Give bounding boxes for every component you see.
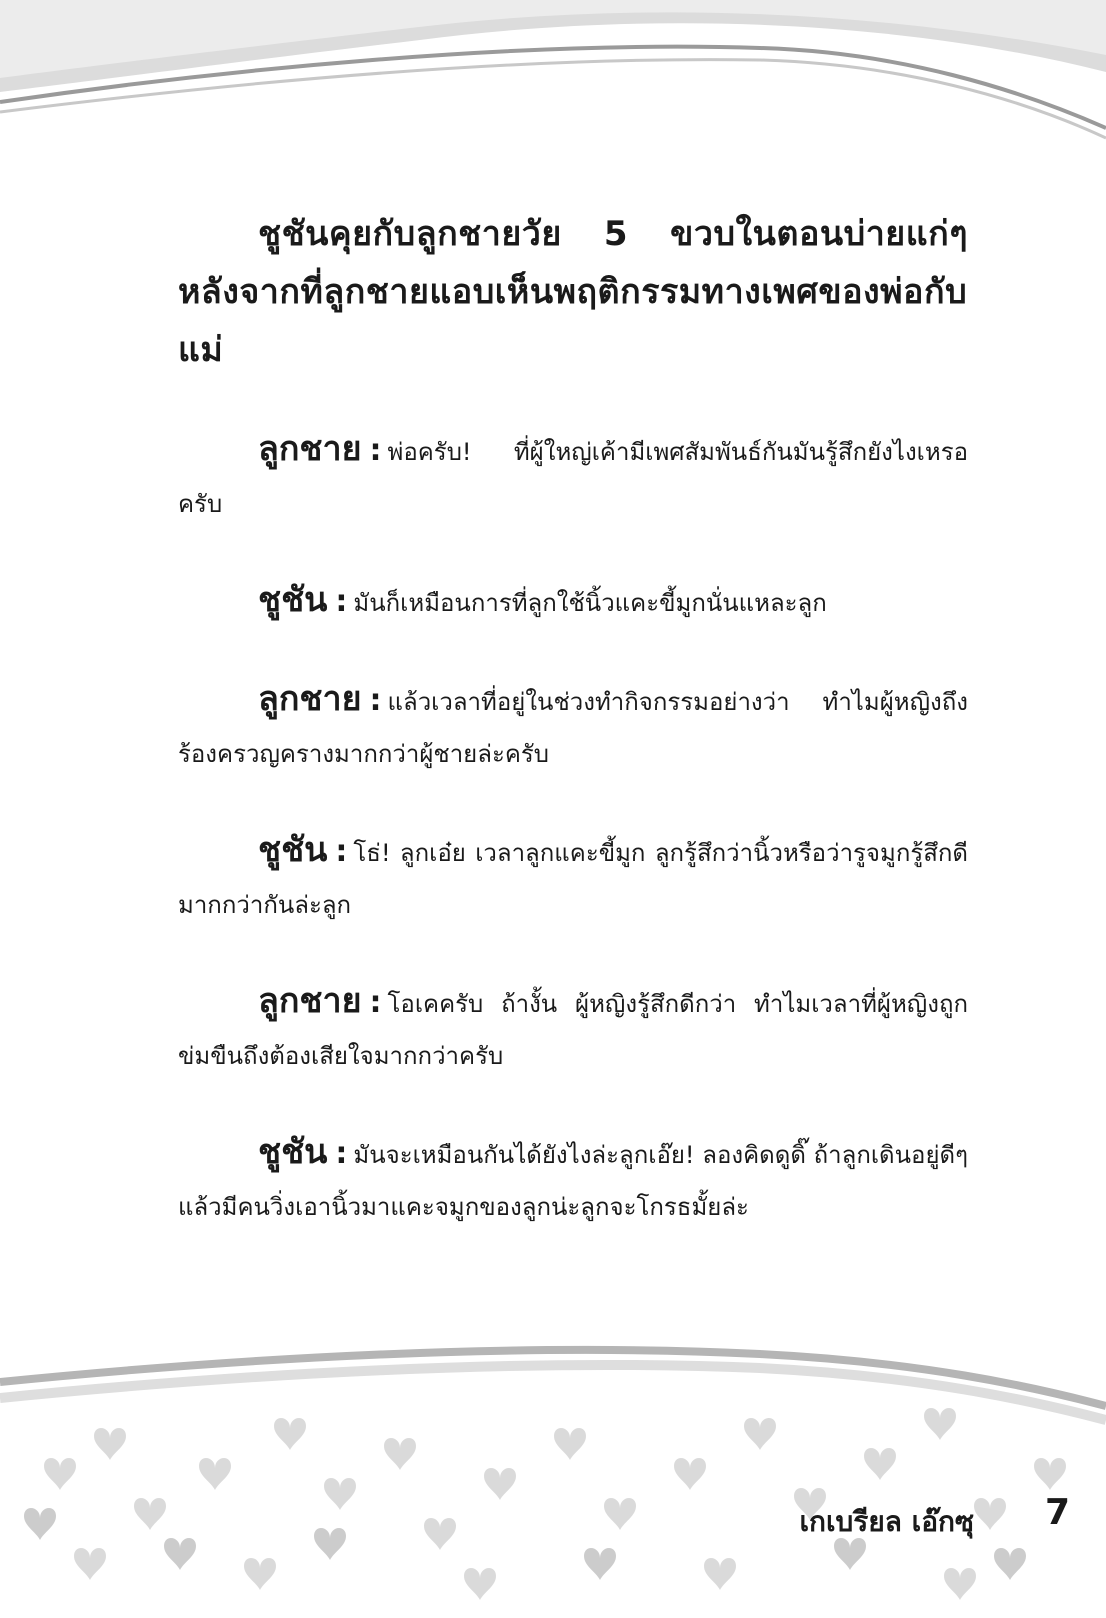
page-content <box>178 205 968 1233</box>
speaker-name: ชูชัน <box>258 580 328 620</box>
dialogue-text: พ่อครับ! ที่ผู้ใหญ่เค้ามีเพศสัมพันธ์กันมันรู้สึกยังไงเหรอครับ <box>178 438 968 518</box>
dialogue-line <box>178 1126 968 1233</box>
dialogue-text: โอเคครับ ถ้างั้น ผู้หญิงรู้สึกดีกว่า ทำไมเวลาที่ผู้หญิงถูกข่มขืนถึงต้องเสียใจมากกว่าครับ <box>178 990 968 1070</box>
dialogue-line <box>178 673 968 780</box>
page-footer <box>799 1492 1070 1544</box>
speaker-colon: : <box>335 834 348 869</box>
speaker-name: ลูกชาย <box>258 429 362 469</box>
dialogue-line <box>178 824 968 931</box>
dialogue-line <box>178 574 968 629</box>
speaker-colon: : <box>369 683 382 718</box>
dialogue-line <box>178 975 968 1082</box>
speaker-colon: : <box>335 1136 348 1171</box>
speaker-name: ลูกชาย <box>258 981 362 1021</box>
page-number: 7 <box>1044 1492 1070 1533</box>
dialogue-text: แล้วเวลาที่อยู่ในช่วงทำกิจกรรมอย่างว่า ทำไมผู้หญิงถึงร้องครวญครางมากกว่าผู้ชายล่ะครับ <box>178 688 968 768</box>
speaker-name: ชูชัน <box>258 1132 328 1172</box>
dialogue-text: มันก็เหมือนการที่ลูกใช้นิ้วแคะขี้มูกนั่นแหละลูก <box>353 589 827 617</box>
author-name: เกเบรียล เอ๊กซุ <box>799 1505 974 1538</box>
speaker-colon: : <box>369 985 382 1020</box>
speaker-colon: : <box>369 433 382 468</box>
bottom-hearts-decoration <box>0 1340 1106 1618</box>
dialogue-line <box>178 423 968 530</box>
speaker-colon: : <box>335 584 348 619</box>
page-title: ชูชันคุยกับลูกชายวัย 5 ขวบในตอนบ่ายแก่ๆ หลังจากที่ลูกชายแอบเห็นพฤติกรรมทางเพศของพ่อกับแม่ <box>178 214 968 370</box>
speaker-name: ลูกชาย <box>258 679 362 719</box>
dialogue-text: โธ่! ลูกเอ๋ย เวลาลูกแคะขี้มูก ลูกรู้สึกว่านิ้วหรือว่ารูจมูกรู้สึกดีมากกว่ากันล่ะลูก <box>178 839 968 919</box>
speaker-name: ชูชัน <box>258 830 328 870</box>
dialogue-text: มันจะเหมือนกันได้ยังไงล่ะลูกเอ๊ย! ลองคิดดูดิ๊ ถ้าลูกเดินอยู่ดีๆ แล้วมีคนวิ่งเอานิ้วมาแคะจมูกของลูกน่ะลูกจะโกรธมั้ยล่ะ <box>178 1141 968 1221</box>
top-wave-decoration <box>0 0 1106 150</box>
